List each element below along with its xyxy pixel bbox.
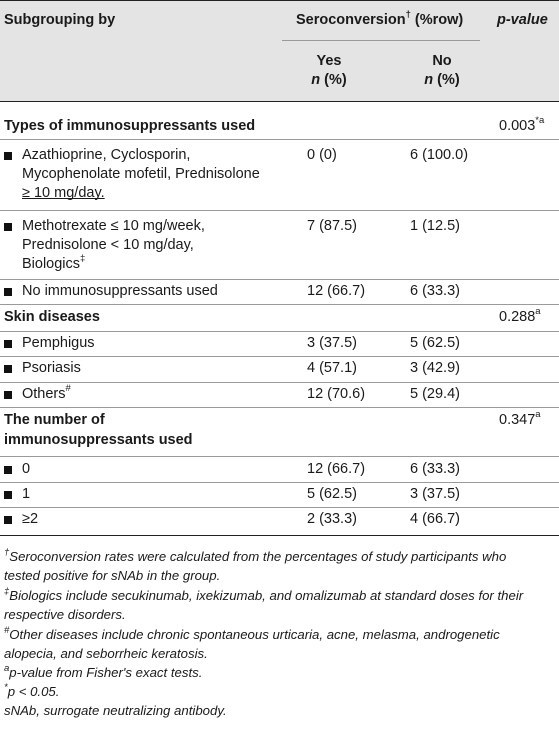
pvalue-number-value: 0.347 — [499, 412, 536, 428]
footnote-ddagger-mark: ‡ — [4, 585, 10, 597]
pvalue-skin-value: 0.288 — [499, 309, 536, 325]
cell-yes: 3 (37.5) — [307, 335, 357, 351]
table-bottom-rule — [0, 535, 559, 536]
pvalue-types-value: 0.003 — [499, 118, 536, 134]
header-pvalue: p-value — [497, 12, 548, 28]
row-label — [22, 385, 71, 404]
cell-no: 6 (100.0) — [410, 147, 469, 163]
footnote-dagger-line1: Seroconversion rates were calculated from the percentages of study participants who — [9, 549, 507, 564]
footnote-ddagger-cont: respective disorders. — [4, 607, 126, 622]
cell-yes: 12 (66.7) — [307, 283, 366, 299]
header-yes-pct: (%) — [320, 72, 347, 88]
row-label-line3-text: ≥ 10 mg/day. — [22, 185, 105, 201]
pvalue-types — [499, 117, 544, 136]
cell-yes: 2 (33.3) — [307, 511, 357, 527]
header-seroconversion-dagger: † — [405, 9, 411, 21]
cell-no: 5 (29.4) — [410, 386, 460, 402]
cell-no: 3 (42.9) — [410, 360, 460, 376]
footnote-hash-line1: Other diseases include chronic spontaneous urticaria, acne, melasma, androgenetic — [9, 627, 500, 642]
row-label: Psoriasis — [22, 360, 81, 376]
header-seroconversion — [296, 11, 463, 30]
bullet-icon — [4, 223, 12, 231]
header-seroconversion-suffix: (%row) — [410, 12, 464, 28]
cell-yes: 12 (66.7) — [307, 461, 366, 477]
header-no-pct: (%) — [433, 72, 460, 88]
header-seroconversion-label: Seroconversion — [296, 12, 406, 28]
row-divider — [0, 356, 559, 357]
bullet-icon — [4, 365, 12, 373]
header-bottom-rule — [0, 101, 559, 102]
row-divider — [0, 507, 559, 508]
cell-no: 5 (62.5) — [410, 335, 460, 351]
header-top-rule — [0, 0, 559, 1]
section-title-skin: Skin diseases — [4, 309, 100, 325]
cell-no: 1 (12.5) — [410, 218, 460, 234]
row-divider — [0, 279, 559, 280]
footnote-ddagger — [4, 587, 554, 606]
header-yes: Yes — [316, 53, 342, 69]
cell-yes: 5 (62.5) — [307, 486, 357, 502]
row-divider — [0, 382, 559, 383]
pvalue-types-sup: *a — [535, 115, 545, 127]
section-title-types: Types of immunosuppressants used — [4, 118, 256, 134]
cell-no: 6 (33.3) — [410, 283, 460, 299]
row-label-line: No immunosuppressants used — [22, 283, 218, 299]
header-subgrouping: Subgrouping by — [4, 12, 116, 28]
row-label-line — [22, 255, 85, 274]
footnote-star-mark: * — [4, 681, 8, 693]
row-label-line: Prednisolone < 10 mg/day, — [22, 237, 194, 253]
footnote-a-mark: a — [4, 662, 10, 674]
row-label: Pemphigus — [22, 335, 95, 351]
footnote-hash-cont: alopecia, and seborrheic keratosis. — [4, 646, 208, 661]
hash-sup: # — [65, 383, 71, 395]
footnote-ddagger-line1: Biologics include secukinumab, ixekizumab, and omalizumab at standard doses for their — [9, 588, 524, 603]
footnote-star — [4, 683, 554, 702]
cell-no: 6 (33.3) — [410, 461, 460, 477]
section-title-number-line2: immunosuppressants used — [4, 432, 193, 448]
bullet-icon — [4, 391, 12, 399]
header-no-n-symbol: n — [424, 72, 434, 88]
row-label-text: Others — [22, 386, 66, 402]
row-label-line — [22, 184, 105, 203]
header-yes-n — [296, 71, 362, 90]
footnote-hash — [4, 626, 554, 645]
footnote-dagger-cont: tested positive for sNAb in the group. — [4, 568, 221, 583]
cell-no: 4 (66.7) — [410, 511, 460, 527]
header-yes-n-symbol: n — [311, 72, 321, 88]
row-label-line: Mycophenolate mofetil, Prednisolone — [22, 166, 260, 182]
cell-no: 3 (37.5) — [410, 486, 460, 502]
header-sub-rule — [282, 40, 480, 41]
footnote-a — [4, 664, 554, 683]
bullet-icon — [4, 152, 12, 160]
row-label: ≥2 — [22, 511, 39, 527]
row-label-line: Azathioprine, Cyclosporin, — [22, 147, 191, 163]
bullet-icon — [4, 288, 12, 296]
bullet-icon — [4, 466, 12, 474]
footnote-snab: sNAb, surrogate neutralizing antibody. — [4, 703, 227, 718]
row-label-line1-text: Methotrexate ≤ 10 mg/week, — [22, 218, 205, 234]
double-dagger-sup: ‡ — [80, 253, 86, 265]
row-divider — [0, 210, 559, 211]
bullet-icon — [4, 340, 12, 348]
row-label-line — [22, 217, 205, 236]
header-no-n — [409, 71, 475, 90]
pvalue-skin-sup: a — [535, 306, 541, 318]
cell-yes: 12 (70.6) — [307, 386, 366, 402]
header-no: No — [432, 53, 452, 69]
cell-yes: 0 (0) — [307, 147, 337, 163]
footnote-hash-mark: # — [4, 624, 10, 636]
cell-yes: 7 (87.5) — [307, 218, 357, 234]
footnote-a-text: p-value from Fisher's exact tests. — [9, 665, 203, 680]
footnote-dagger — [4, 548, 554, 567]
row-label: 0 — [22, 461, 31, 477]
row-divider — [0, 456, 559, 457]
footnote-dagger-mark: † — [4, 546, 10, 558]
row-divider — [0, 482, 559, 483]
row-divider — [0, 304, 559, 305]
row-divider — [0, 407, 559, 408]
cell-yes: 4 (57.1) — [307, 360, 357, 376]
pvalue-number-sup: a — [535, 409, 541, 421]
row-label: 1 — [22, 486, 31, 502]
row-divider — [0, 139, 559, 140]
row-label-line3-text: Biologics — [22, 256, 81, 272]
footnote-star-text: p < 0.05. — [7, 684, 60, 699]
bullet-icon — [4, 516, 12, 524]
row-divider — [0, 331, 559, 332]
pvalue-skin — [499, 308, 541, 327]
bullet-icon — [4, 491, 12, 499]
pvalue-number — [499, 411, 541, 430]
section-title-number-line1: The number of — [4, 412, 105, 428]
